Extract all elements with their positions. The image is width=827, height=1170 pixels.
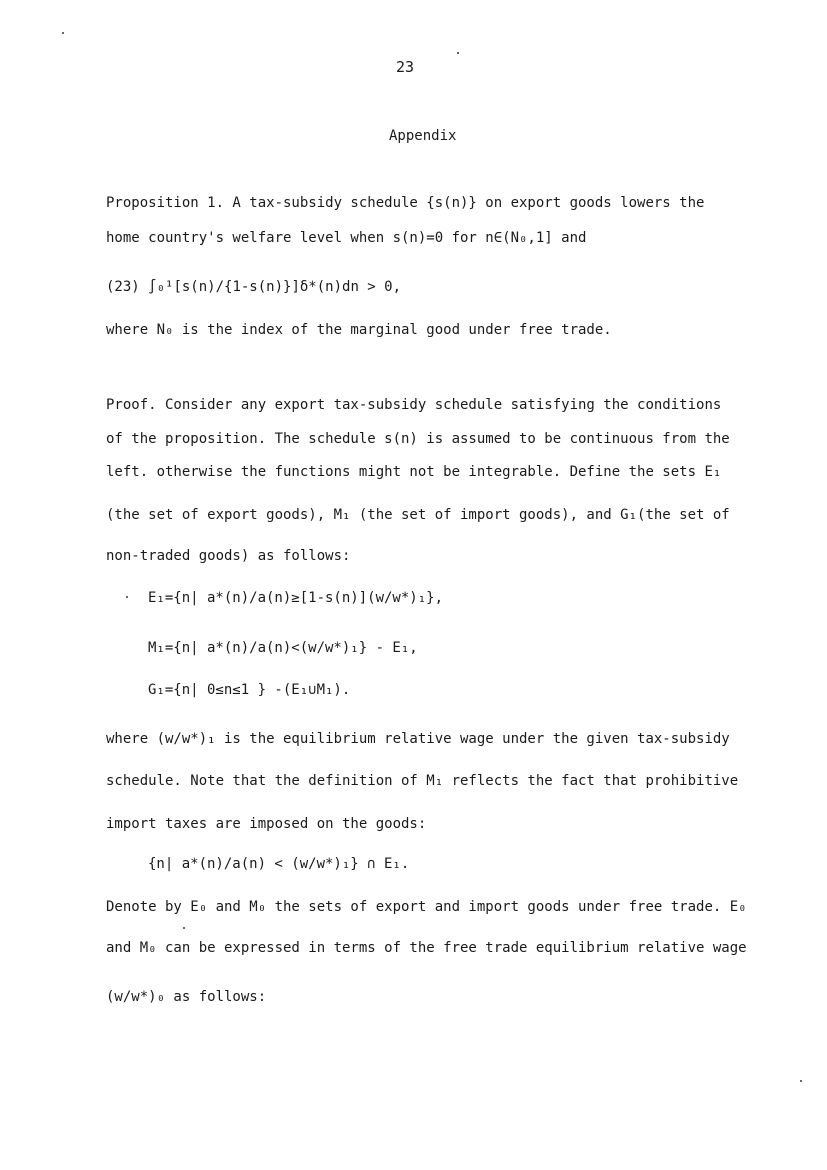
equation-23 bbox=[106, 278, 401, 296]
page-number: 23 bbox=[396, 58, 415, 76]
proposition-line-1: Proposition 1. A tax-subsidy schedule {s(n)} on export goods lowers the bbox=[106, 195, 705, 211]
scan-speck bbox=[457, 52, 459, 54]
equation-G1: G₁={n| 0≤n≤1 } -(E₁∪M₁). bbox=[148, 682, 351, 698]
denote-line-1: Denote by E₀ and M₀ the sets of export and import goods under free trade. E₀ bbox=[106, 899, 747, 915]
scan-speck bbox=[126, 596, 128, 598]
equation-import-set: {n| a*(n)/a(n) < (w/w*)₁} ∩ E₁. bbox=[148, 856, 410, 872]
appendix-heading: Appendix bbox=[389, 128, 457, 144]
proof-line-3: left. otherwise the functions might not be integrable. Define the sets E₁ bbox=[106, 464, 722, 480]
denote-line-2: and M₀ can be expressed in terms of the free trade equilibrium relative wage bbox=[106, 940, 747, 956]
equation-23-label: (23) bbox=[106, 279, 140, 295]
scan-speck bbox=[62, 32, 64, 34]
equation-E1: E₁={n| a*(n)/a(n)≥[1-s(n)](w/w*)₁}, bbox=[148, 590, 444, 606]
scan-speck bbox=[800, 1080, 802, 1082]
proof-line-2: of the proposition. The schedule s(n) is assumed to be continuous from the bbox=[106, 431, 730, 447]
where-line-1: where (w/w*)₁ is the equilibrium relative wage under the given tax-subsidy bbox=[106, 731, 730, 747]
scan-speck bbox=[183, 927, 185, 929]
where-line-2: schedule. Note that the definition of M₁ reflects the fact that prohibitive bbox=[106, 773, 739, 789]
proof-line-4: (the set of export goods), M₁ (the set of import goods), and G₁(the set of bbox=[106, 507, 730, 523]
proof-line-5: non-traded goods) as follows: bbox=[106, 548, 351, 564]
equation-M1: M₁={n| a*(n)/a(n)<(w/w*)₁} - E₁, bbox=[148, 640, 418, 656]
proposition-line-2: home country's welfare level when s(n)=0 for n∈(N₀,1] and bbox=[106, 230, 587, 246]
denote-line-3: (w/w*)₀ as follows: bbox=[106, 989, 267, 1005]
where-line-3: import taxes are imposed on the goods: bbox=[106, 816, 427, 832]
proposition-line-4: where N₀ is the index of the marginal good under free trade. bbox=[106, 322, 612, 338]
proof-line-1: Proof. Consider any export tax-subsidy schedule satisfying the conditions bbox=[106, 397, 722, 413]
equation-23-body: ∫₀¹[s(n)/{1-s(n)}]δ*(n)dn > 0, bbox=[148, 279, 402, 295]
